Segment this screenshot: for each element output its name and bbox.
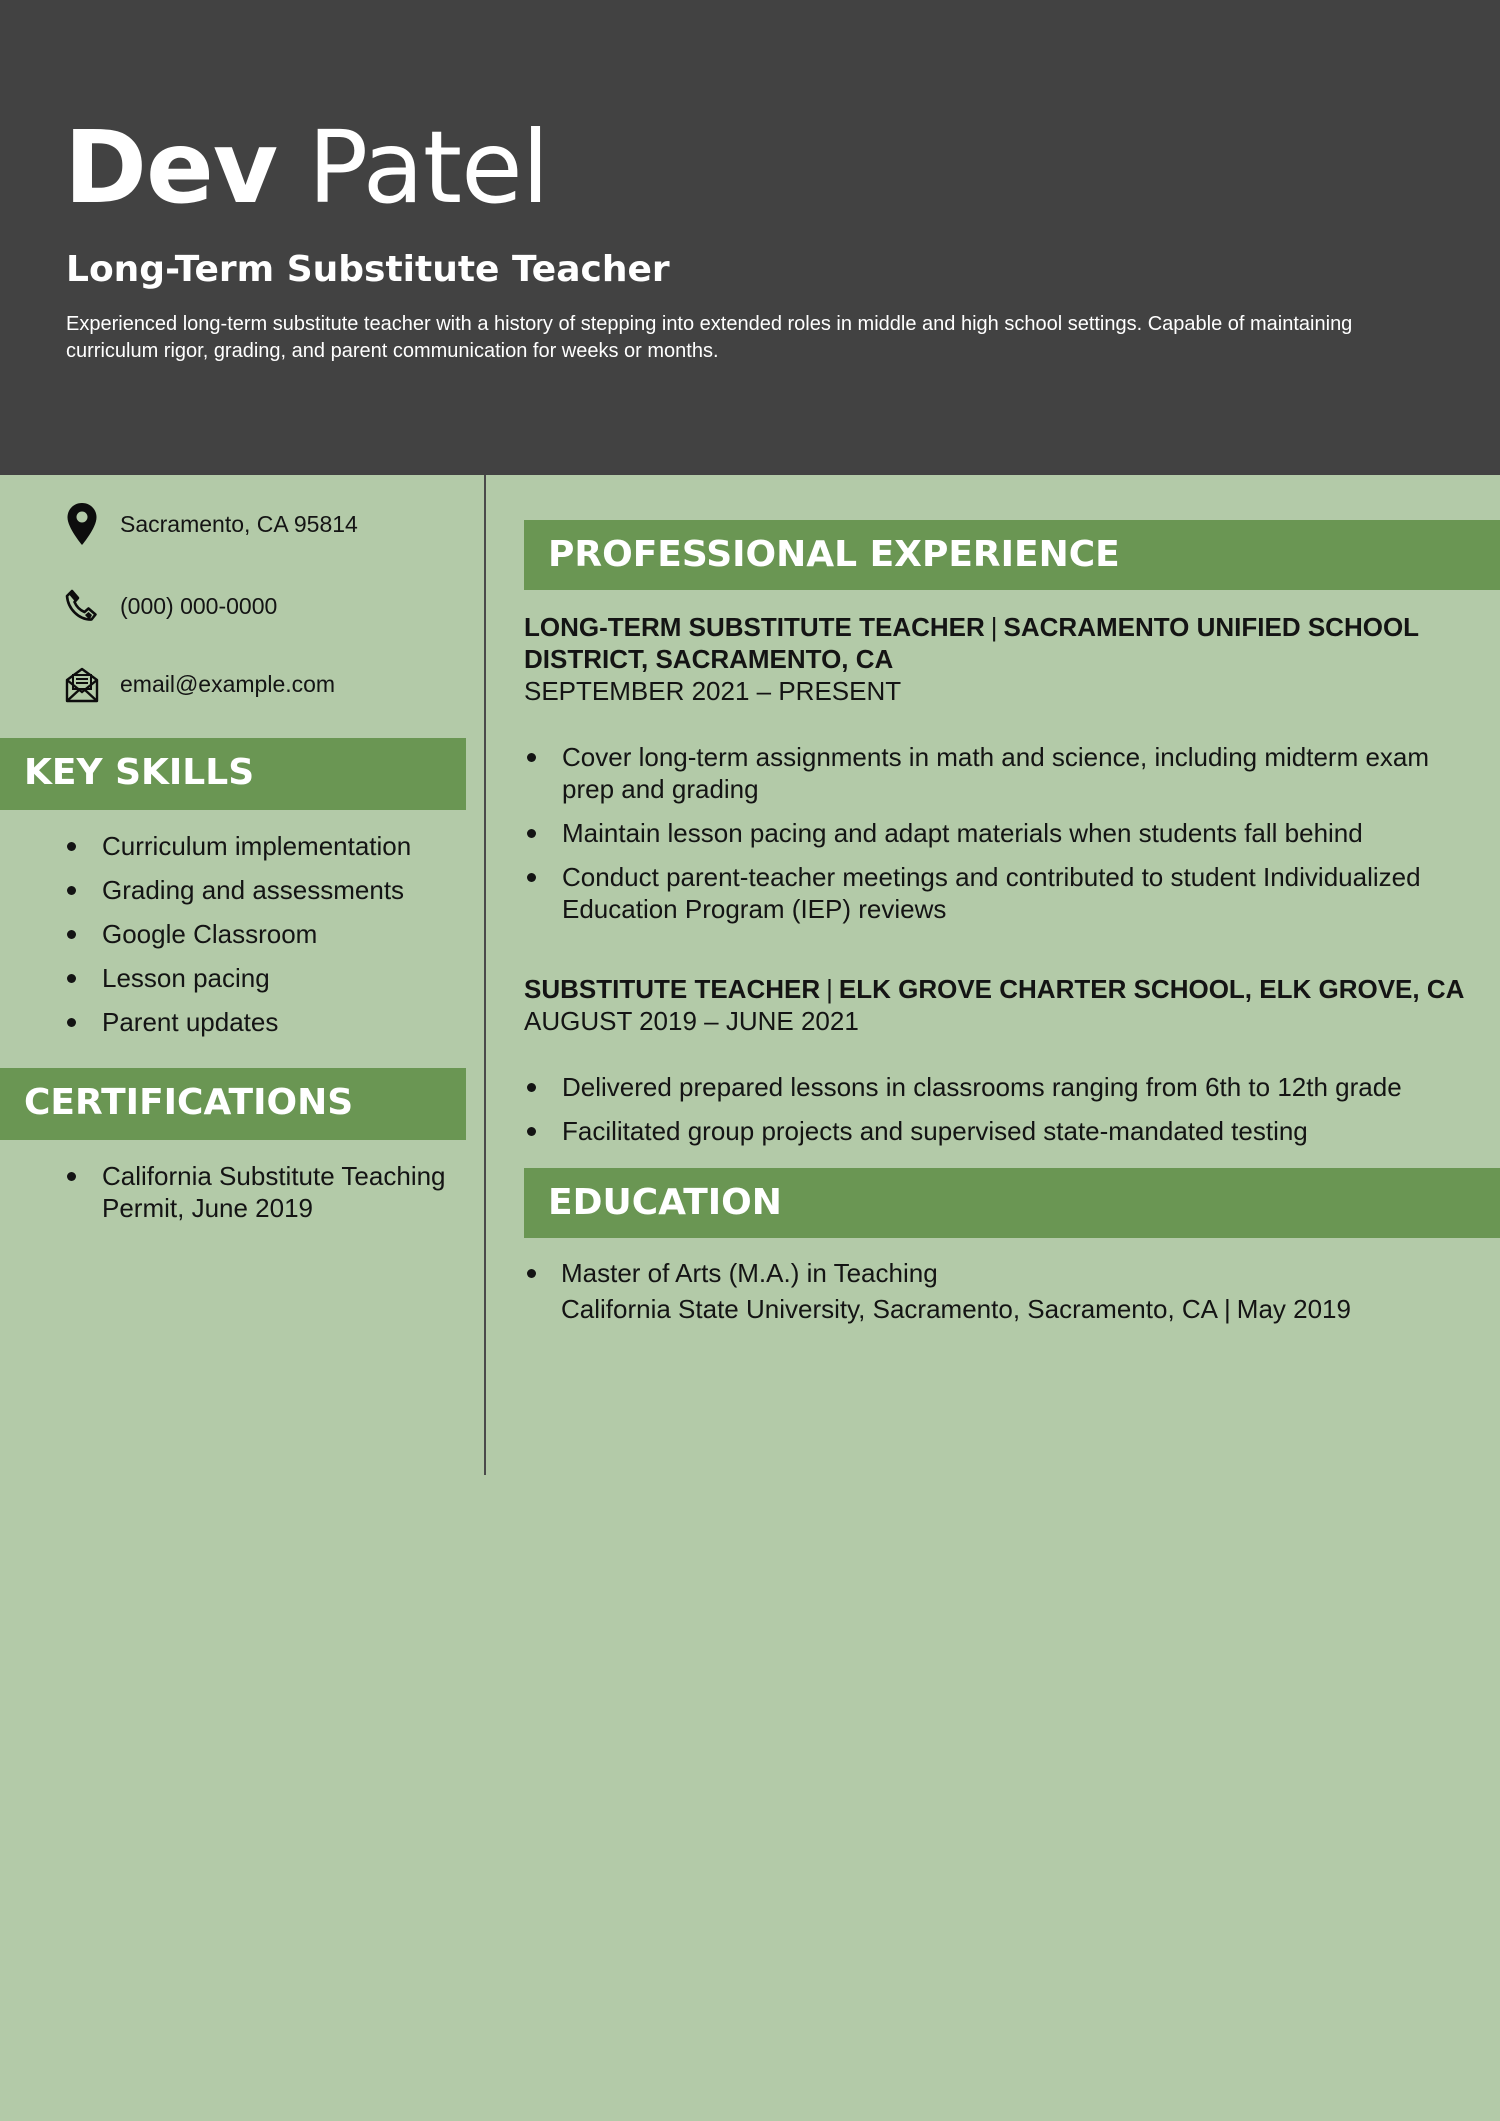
certifications-heading: CERTIFICATIONS (0, 1068, 466, 1140)
job-bullets (524, 1071, 1474, 1159)
education-entry (524, 1255, 1474, 1327)
job-role: LONG-TERM SUBSTITUTE TEACHER (524, 612, 985, 642)
degree: Master of Arts (M.A.) in Teaching (524, 1255, 1474, 1291)
phone-icon (64, 584, 100, 628)
contact-phone (64, 584, 277, 628)
school-name: California State University, Sacramento, Sacramento, CA (561, 1294, 1219, 1324)
list-item: Cover long-term assignments in math and science, including midterm exam prep and grading (524, 741, 1474, 805)
certifications-list (64, 1160, 464, 1224)
candidate-name (64, 108, 548, 228)
job-dates: SEPTEMBER 2021 – PRESENT (524, 676, 902, 706)
list-item: Grading and assessments (64, 874, 411, 906)
job-bullets (524, 741, 1474, 937)
school-line (524, 1291, 1474, 1327)
summary: Experienced long-term substitute teacher with a history of stepping into extended roles in middle and high school settings. Capable of maintaining curriculum rigor, grading, and parent communication for weeks or months. (66, 313, 1353, 362)
contact-email (64, 662, 335, 706)
list-item: Google Classroom (64, 918, 411, 950)
job-title-employer (524, 973, 1474, 1005)
email-text: email@example.com (120, 671, 336, 697)
list-item: Curriculum implementation (64, 830, 411, 862)
experience-heading: PROFESSIONAL EXPERIENCE (524, 520, 1500, 590)
list-item: Facilitated group projects and supervised state-mandated testing (524, 1115, 1474, 1147)
job-title-employer (524, 611, 1474, 675)
envelope-icon (64, 662, 100, 706)
list-item: Lesson pacing (64, 962, 411, 994)
job-employer: ELK GROVE CHARTER SCHOOL, ELK GROVE, CA (838, 974, 1465, 1004)
job-employer: SACRAMENTO UNIFIED SCHOOL DISTRICT, SACRAMENTO, CA (524, 612, 1419, 674)
list-item: Conduct parent-teacher meetings and contributed to student Individualized Education Program (IEP) reviews (524, 861, 1474, 925)
separator: | (826, 974, 833, 1004)
separator: | (990, 612, 998, 642)
list-item: Delivered prepared lessons in classrooms ranging from 6th to 12th grade (524, 1071, 1474, 1103)
skills-list (64, 830, 411, 1050)
location-pin-icon (64, 502, 100, 546)
list-item: Parent updates (64, 1006, 411, 1038)
column-divider (484, 475, 486, 1475)
resume-header (0, 0, 1500, 475)
location-text: Sacramento, CA 95814 (120, 511, 358, 537)
graduation-date: May 2019 (1236, 1294, 1351, 1324)
job-dates: AUGUST 2019 – JUNE 2021 (524, 1006, 859, 1036)
list-item: California Substitute Teaching Permit, June 2019 (64, 1160, 464, 1224)
job-title: Long-Term Substitute Teacher (66, 249, 670, 290)
phone-text: (000) 000-0000 (120, 593, 278, 619)
first-name: Dev (64, 109, 278, 226)
contact-location (64, 502, 358, 546)
key-skills-heading: KEY SKILLS (0, 738, 466, 810)
education-heading: EDUCATION (524, 1168, 1500, 1238)
last-name: Patel (307, 109, 549, 226)
separator: | (1224, 1294, 1231, 1324)
list-item: Maintain lesson pacing and adapt materials when students fall behind (524, 817, 1474, 849)
job-role: SUBSTITUTE TEACHER (524, 974, 821, 1004)
